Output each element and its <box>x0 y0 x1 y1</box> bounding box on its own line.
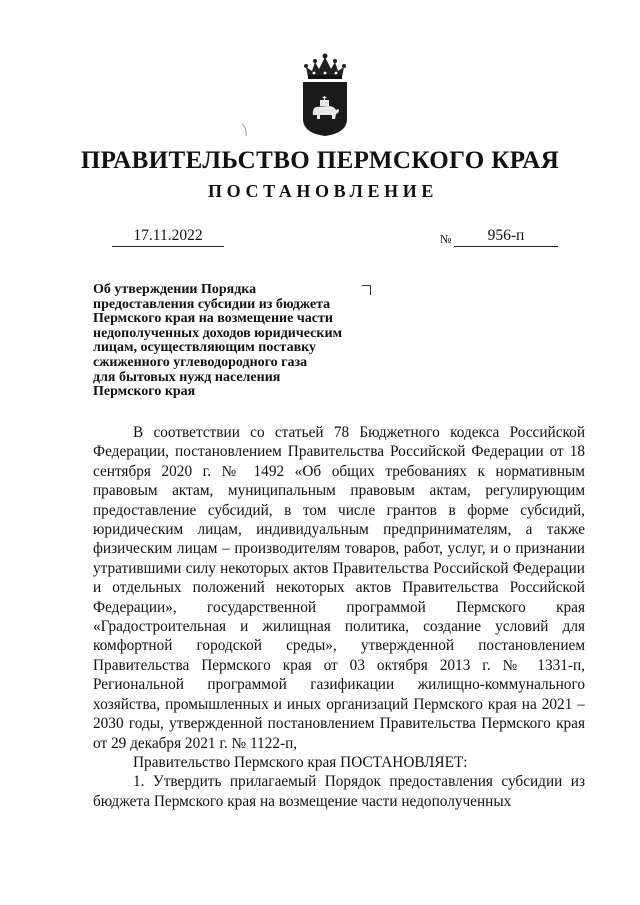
body-paragraph: В соответствии со статьей 78 Бюджетного кодекса Российской Федерации, постановлением Правительства Российской Федерации от 18 сентября 2020 г. № 1492 «Об общих требованиях к нормативным правовым актам, муниципальным правовым актам, регулирующим предоставление субсидий, в том числе грантов в форме субсидий, юридическим лицам, индивидуальным предпринимателям, а также физическим лицам – производителям товаров, работ, услуг, и о признании утратившими силу некоторых актов Правительства Российской Федерации и отдельных положений некоторых актов Правительства Российской Федерации», государственной программой Пермского края «Градостроительная и жилищная политика, создание условий для комфортной городской среды», утвержденной постановлением Правительства Пермского края от 03 октября 2013 г. № 1331-п, Региональной программой газификации жилищно-коммунального хозяйства, промышленных и иных организаций Пермского края на 2021 – 2030 годы, утвержденной постановлением Правительства Пермского края от 29 декабря 2021 г. № 1122-п, <box>93 424 585 752</box>
subject-line: Об утверждении Порядка <box>93 282 257 297</box>
body-paragraph: Правительство Пермского края ПОСТАНОВЛЯЕТ: <box>133 753 468 771</box>
document-type: ПОСТАНОВЛЕНИЕ <box>208 181 438 201</box>
subject-line: лицам, осуществляющим поставку <box>93 340 317 356</box>
document-number: 956-п <box>454 226 558 247</box>
document-body <box>93 423 585 811</box>
subject-line: предоставления субсидии из бюджета <box>93 296 331 312</box>
coat-of-arms-icon <box>298 53 352 137</box>
subject-line: Пермского края на возмещение части <box>93 311 333 327</box>
body-paragraph: 1. Утвердить прилагаемый Порядок предоставления субсидии из бюджета Пермского края на возмещение части недополученных <box>93 773 585 810</box>
number-label: № <box>440 232 452 246</box>
document-subject <box>93 283 393 400</box>
organization-title: ПРАВИТЕЛЬСТВО ПЕРМСКОГО КРАЯ <box>80 147 560 174</box>
subject-line: для бытовых нужд населения <box>93 369 281 385</box>
subject-line: сжиженного углеводородного газа <box>93 354 308 370</box>
document-date: 17.11.2022 <box>112 226 224 247</box>
subject-line: Пермского края <box>93 384 196 400</box>
scan-mark-icon <box>240 123 250 137</box>
subject-line: недополученных доходов юридическим <box>93 325 343 341</box>
